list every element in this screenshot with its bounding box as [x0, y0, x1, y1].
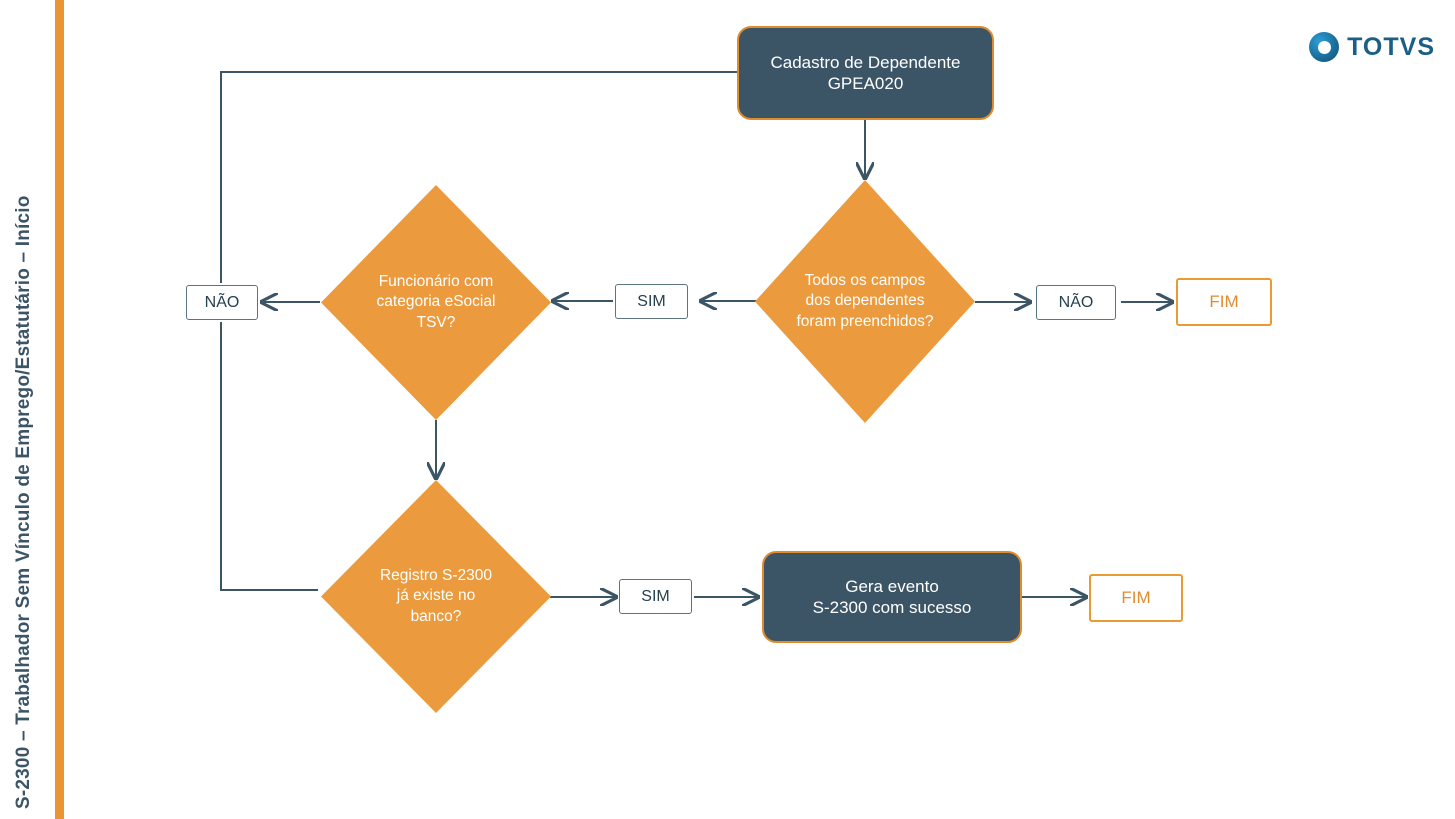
decision-registro-existe-label [349, 480, 524, 713]
terminal-fim-top[interactable]: FIM [1176, 278, 1272, 326]
terminal-fim-bottom[interactable]: FIM [1089, 574, 1183, 622]
node-gera-evento-line1: Gera evento [845, 576, 939, 596]
edge-label-nao-top-right: NÃO [1036, 285, 1116, 320]
decision-categoria-line2: categoria eSocial [376, 293, 496, 311]
decision-todos-campos[interactable] [755, 180, 975, 423]
totvs-logo-icon [1309, 32, 1339, 62]
decision-campos-line2: dos dependentes [805, 292, 925, 310]
node-cadastro-dependente[interactable] [737, 26, 994, 120]
decision-campos-line3: foram preenchidos? [796, 312, 934, 330]
decision-campos-line1: Todos os campos [804, 271, 926, 289]
decision-todos-campos-label [781, 180, 948, 423]
edge-label-sim-bottom: SIM [619, 579, 692, 614]
decision-registro-line1: Registro S-2300 [379, 566, 492, 584]
edge-label-sim-top: SIM [615, 284, 688, 319]
decision-funcionario-categoria-label [349, 185, 524, 420]
node-gera-evento-line2: S-2300 com sucesso [812, 598, 972, 617]
decision-registro-existe[interactable] [321, 480, 551, 713]
decision-registro-line3: banco? [410, 607, 462, 625]
totvs-logo-text: TOTVS [1347, 32, 1435, 61]
node-cadastro-dependente-line2: GPEA020 [827, 74, 904, 93]
slide-side-title: S-2300 – Trabalhador Sem Vínculo de Emprego/Estatutário – Início [13, 195, 34, 809]
decision-registro-line2: já existe no [396, 587, 476, 605]
node-gera-evento[interactable] [762, 551, 1022, 643]
node-cadastro-dependente-line1: Cadastro de Dependente [770, 52, 961, 72]
totvs-logo [1309, 32, 1435, 62]
decision-funcionario-categoria[interactable] [321, 185, 551, 420]
decision-categoria-line1: Funcionário com [378, 272, 494, 290]
decision-categoria-line3: TSV? [416, 313, 456, 331]
edge-label-nao-left: NÃO [186, 285, 258, 320]
left-accent-bar [55, 0, 64, 819]
